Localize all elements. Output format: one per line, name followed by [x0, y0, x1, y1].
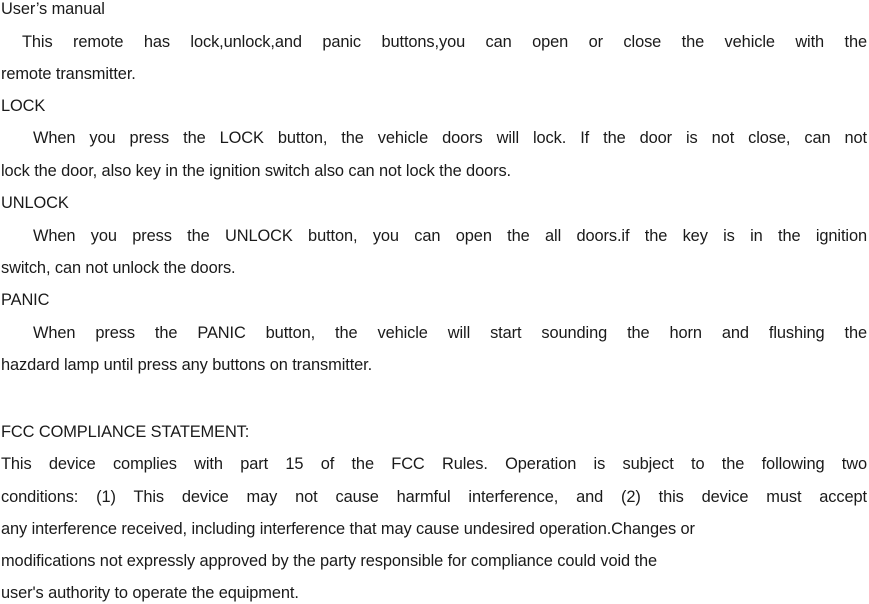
intro-line-2: remote transmitter. — [1, 65, 136, 83]
lock-heading: LOCK — [1, 97, 46, 115]
unlock-line-1: When you press the UNLOCK button, you can open the all doors.if the key is in the ignition — [33, 227, 867, 245]
unlock-heading: UNLOCK — [1, 194, 69, 212]
panic-heading: PANIC — [1, 291, 50, 309]
lock-line-1: When you press the LOCK button, the vehicle doors will lock. If the door is not close, can not — [33, 129, 867, 147]
manual-title: User’s manual — [1, 0, 105, 18]
fcc-line-1: This device complies with part 15 of the FCC Rules. Operation is subject to the following two — [1, 455, 867, 473]
fcc-line-3: any interference received, including interference that may cause undesired operation.Changes or — [1, 520, 695, 538]
fcc-line-4: modifications not expressly approved by the party responsible for compliance could void the — [1, 552, 657, 570]
fcc-line-2: conditions: (1) This device may not cause harmful interference, and (2) this device must accept — [1, 488, 867, 506]
lock-line-2: lock the door, also key in the ignition switch also can not lock the doors. — [1, 162, 512, 180]
panic-line-1: When press the PANIC button, the vehicle will start sounding the horn and flushing the — [33, 324, 867, 342]
fcc-line-5: user's authority to operate the equipment. — [1, 584, 299, 602]
intro-line-1: This remote has lock,unlock,and panic buttons,you can open or close the vehicle with the — [22, 33, 867, 51]
unlock-line-2: switch, can not unlock the doors. — [1, 259, 236, 277]
fcc-heading: FCC COMPLIANCE STATEMENT: — [1, 423, 250, 441]
panic-line-2: hazdard lamp until press any buttons on transmitter. — [1, 356, 373, 374]
